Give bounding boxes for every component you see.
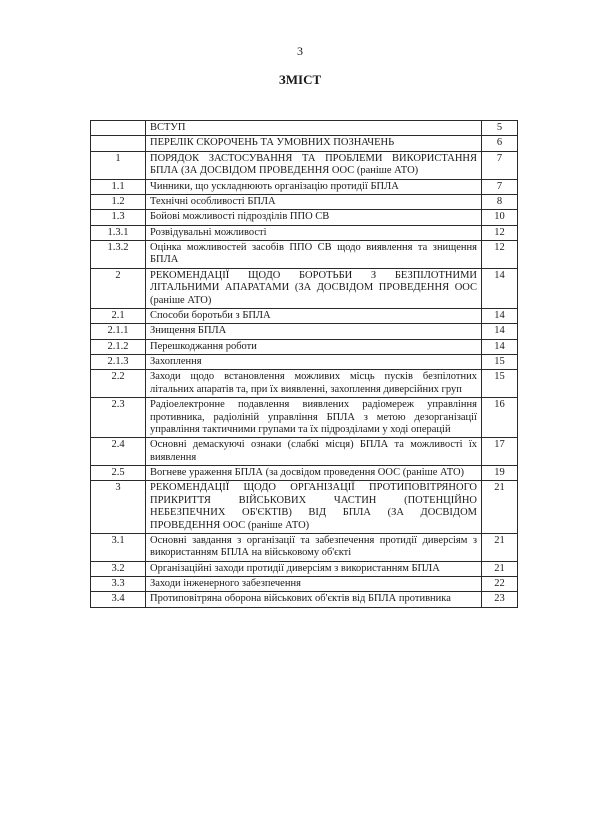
toc-page-number: 7 (482, 151, 518, 179)
toc-entry-title: Чинники, що ускладнюють організацію протидії БПЛА (146, 179, 482, 194)
toc-entry-title: Розвідувальні можливості (146, 225, 482, 240)
toc-row (91, 577, 518, 592)
toc-row (91, 121, 518, 136)
toc-section-number: 3.4 (91, 592, 146, 607)
toc-row (91, 339, 518, 354)
toc-row (91, 179, 518, 194)
toc-page-number: 14 (482, 339, 518, 354)
toc-entry-title: Основні завдання з організації та забезпечення протидії диверсіям з використанням БПЛА на військовому об'єкті (146, 533, 482, 561)
toc-row (91, 533, 518, 561)
toc-entry-title: ПОРЯДОК ЗАСТОСУВАННЯ ТА ПРОБЛЕМИ ВИКОРИСТАННЯ БПЛА (ЗА ДОСВІДОМ ПРОВЕДЕННЯ ООС (раніше АТО) (146, 151, 482, 179)
toc-entry-title: Оцінка можливостей засобів ППО СВ щодо виявлення та знищення БПЛА (146, 241, 482, 269)
toc-row (91, 355, 518, 370)
toc-row (91, 324, 518, 339)
toc-section-number: 3.3 (91, 577, 146, 592)
table-of-contents (90, 120, 518, 608)
toc-entry-title: Протиповітряна оборона військових об'єктів від БПЛА противника (146, 592, 482, 607)
toc-section-number: 2.5 (91, 466, 146, 481)
toc-entry-title: Захоплення (146, 355, 482, 370)
toc-section-number: 1.2 (91, 194, 146, 209)
toc-row (91, 268, 518, 308)
toc-entry-title: ПЕРЕЛІК СКОРОЧЕНЬ ТА УМОВНИХ ПОЗНАЧЕНЬ (146, 136, 482, 151)
toc-page-number: 15 (482, 355, 518, 370)
toc-page-number: 21 (482, 533, 518, 561)
toc-section-number: 3.2 (91, 561, 146, 576)
toc-section-number: 1 (91, 151, 146, 179)
toc-section-number: 1.3 (91, 210, 146, 225)
toc-row (91, 561, 518, 576)
toc-page-number: 14 (482, 308, 518, 323)
toc-page-number: 5 (482, 121, 518, 136)
toc-entry-title: Способи боротьби з БПЛА (146, 308, 482, 323)
toc-row (91, 136, 518, 151)
page-title: ЗМІСТ (278, 72, 322, 87)
toc-row (91, 398, 518, 438)
toc-body (91, 121, 518, 608)
toc-row (91, 370, 518, 398)
toc-section-number: 2.1.1 (91, 324, 146, 339)
toc-page-number: 12 (482, 241, 518, 269)
toc-section-number: 2.1 (91, 308, 146, 323)
toc-page-number: 23 (482, 592, 518, 607)
toc-section-number (91, 121, 146, 136)
toc-section-number: 1.3.1 (91, 225, 146, 240)
toc-entry-title: ВСТУП (146, 121, 482, 136)
toc-page-number: 14 (482, 268, 518, 308)
toc-page-number: 16 (482, 398, 518, 438)
toc-page-number: 17 (482, 438, 518, 466)
toc-page-number: 10 (482, 210, 518, 225)
toc-page-number: 15 (482, 370, 518, 398)
toc-section-number: 3 (91, 481, 146, 534)
toc-entry-title: Перешкоджання роботи (146, 339, 482, 354)
toc-row (91, 210, 518, 225)
toc-section-number: 2.1.3 (91, 355, 146, 370)
toc-section-number: 1.3.2 (91, 241, 146, 269)
toc-row (91, 241, 518, 269)
toc-row (91, 481, 518, 534)
toc-page-number: 8 (482, 194, 518, 209)
toc-entry-title: Заходи щодо встановлення можливих місць пусків безпілотних літальних апаратів та, при їх виявленні, захоплення диверсійних груп (146, 370, 482, 398)
toc-page-number: 22 (482, 577, 518, 592)
toc-section-number: 2.1.2 (91, 339, 146, 354)
toc-entry-title: Організаційні заходи протидії диверсіям з використанням БПЛА (146, 561, 482, 576)
toc-entry-title: Основні демаскуючі ознаки (слабкі місця) БПЛА та можливості їх виявлення (146, 438, 482, 466)
toc-row (91, 194, 518, 209)
toc-section-number: 2 (91, 268, 146, 308)
page-number: 3 (297, 44, 303, 58)
toc-section-number (91, 136, 146, 151)
toc-row (91, 466, 518, 481)
toc-section-number: 3.1 (91, 533, 146, 561)
toc-entry-title: РЕКОМЕНДАЦІЇ ЩОДО БОРОТЬБИ З БЕЗПІЛОТНИМИ ЛІТАЛЬНИМИ АПАРАТАМИ (ЗА ДОСВІДОМ ПРОВЕДЕННЯ ООС (раніше АТО) (146, 268, 482, 308)
toc-row (91, 592, 518, 607)
toc-page-number: 21 (482, 561, 518, 576)
toc-row (91, 151, 518, 179)
toc-entry-title: РЕКОМЕНДАЦІЇ ЩОДО ОРГАНІЗАЦІЇ ПРОТИПОВІТРЯНОГО ПРИКРИТТЯ ВІЙСЬКОВИХ ЧАСТИН (ПОТЕНЦІЙНО НЕБЕЗПЕЧНИХ ОБ'ЄКТІВ) ВІД БПЛА (ЗА ДОСВІДОМ ПРОВЕДЕННЯ ООС (раніше АТО) (146, 481, 482, 534)
toc-section-number: 2.4 (91, 438, 146, 466)
toc-page-number: 12 (482, 225, 518, 240)
toc-row (91, 438, 518, 466)
toc-page-number: 6 (482, 136, 518, 151)
toc-entry-title: Знищення БПЛА (146, 324, 482, 339)
toc-section-number: 2.3 (91, 398, 146, 438)
toc-section-number: 2.2 (91, 370, 146, 398)
toc-page-number: 7 (482, 179, 518, 194)
toc-page-number: 19 (482, 466, 518, 481)
toc-section-number: 1.1 (91, 179, 146, 194)
toc-entry-title: Заходи інженерного забезпечення (146, 577, 482, 592)
toc-entry-title: Бойові можливості підрозділів ППО СВ (146, 210, 482, 225)
toc-entry-title: Технічні особливості БПЛА (146, 194, 482, 209)
toc-page-number: 21 (482, 481, 518, 534)
toc-entry-title: Вогневе ураження БПЛА (за досвідом проведення ООС (раніше АТО) (146, 466, 482, 481)
toc-page-number: 14 (482, 324, 518, 339)
toc-entry-title: Радіоелектронне подавлення виявлених радіомереж управління противника, радіоліній управління БПЛА з метою дезорганізації управління тактичними групами та їх підрозділами у ході операцій (146, 398, 482, 438)
toc-row (91, 225, 518, 240)
toc-row (91, 308, 518, 323)
